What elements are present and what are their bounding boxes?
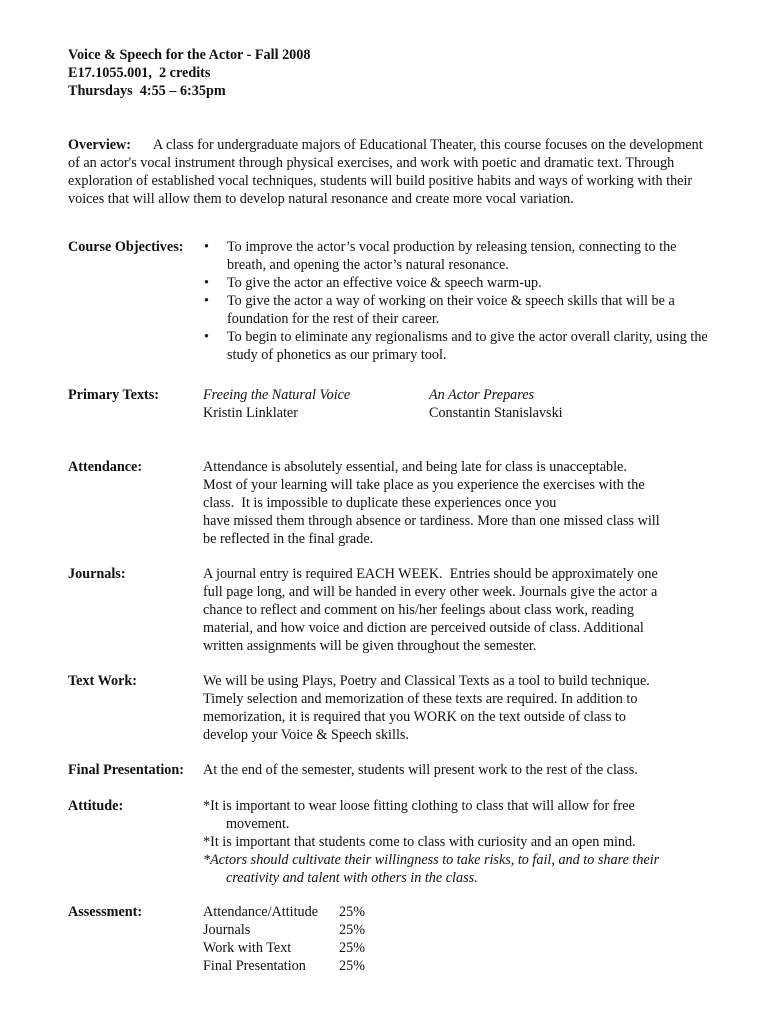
- overview-section: [68, 136, 708, 208]
- primary-texts-list: [203, 386, 708, 422]
- journals-label: Journals:: [68, 566, 126, 582]
- objectives-label: Course Objectives:: [68, 239, 184, 255]
- attitude-list: [203, 797, 693, 887]
- assessment-label: Assessment:: [68, 904, 143, 920]
- bullet-icon: •: [204, 293, 209, 309]
- attitude-section: [68, 797, 708, 887]
- book-title: Freeing the Natural Voice: [203, 387, 351, 403]
- journals-section: [68, 565, 708, 655]
- attendance-label: Attendance:: [68, 459, 143, 475]
- book-author: Constantin Stanislavski: [429, 405, 563, 421]
- objective-item: • To begin to eliminate any regionalisms and to give the actor overall clarity, using the study of phonetics as our primary tool.: [204, 329, 708, 363]
- objective-item: • To improve the actor’s vocal production by releasing tension, connecting to the breath, and opening the actor’s natural resonance.: [204, 239, 677, 273]
- journals-text: A journal entry is required EACH WEEK. Entries should be approximately one full page long, and will be handed in every other week. Journals give the actor a chance to reflect and comment on his/her feelings about class work, reading material, and how voice and diction are perceived outside of class. Additional written assignments will be given throughout the semester.: [203, 566, 658, 654]
- book-title: An Actor Prepares: [429, 387, 535, 403]
- book-entry: [429, 386, 655, 422]
- assessment-table: [203, 903, 365, 975]
- text-work-section: [68, 672, 708, 744]
- table-row: Attendance/Attitude 25%: [203, 904, 366, 920]
- course-title: Voice & Speech for the Actor - Fall 2008: [68, 47, 311, 63]
- text-work-text: We will be using Plays, Poetry and Classical Texts as a tool to build technique. Timely selection and memorization of these texts are required. In addition to memorization, it is required that you WORK on the text outside of class to develop your Voice & Speech skills.: [203, 673, 650, 743]
- attendance-section: [68, 458, 708, 548]
- table-row: Final Presentation 25%: [203, 958, 366, 974]
- assessment-section: [68, 903, 708, 975]
- attendance-text: Attendance is absolutely essential, and being late for class is unacceptable. Most of your learning will take place as you experience the exercises with the class. It is impossible to duplicate these experiences once you have missed them through absence or tardiness. More than one missed class will be reflected in the final grade.: [203, 459, 660, 547]
- bullet-icon: •: [204, 275, 209, 291]
- course-time: Thursdays 4:55 – 6:35pm: [68, 83, 226, 99]
- course-header: [68, 46, 310, 100]
- table-row: Journals 25%: [203, 922, 366, 938]
- bullet-icon: •: [204, 329, 209, 345]
- objectives-section: [68, 238, 708, 364]
- book-author: Kristin Linklater: [203, 405, 298, 421]
- overview-label: Overview:: [68, 137, 132, 153]
- table-row: Work with Text 25%: [203, 940, 366, 956]
- objective-item: • To give the actor an effective voice & speech warm-up.: [204, 275, 542, 291]
- attitude-item: *Actors should cultivate their willingness to take risks, to fail, and to share their creativity and talent with others in the class.: [203, 852, 660, 886]
- objective-item: • To give the actor a way of working on their voice & speech skills that will be a foundation for the rest of their career.: [204, 293, 675, 327]
- text-work-label: Text Work:: [68, 673, 137, 689]
- attitude-label: Attitude:: [68, 798, 124, 814]
- book-entry: [203, 386, 429, 422]
- final-presentation-label: Final Presentation:: [68, 762, 184, 778]
- attitude-item: *It is important to wear loose fitting clothing to class that will allow for free movement.: [203, 798, 635, 832]
- overview-text: A class for undergraduate majors of Educational Theater, this course focuses on the development of an actor's vocal instrument through physical exercises, and work with poetic and dramatic text. Through exploration of established vocal techniques, students will build positive habits and ways of working with their voices that will allow them to develop natural resonance and create more vocal variation.: [68, 137, 703, 207]
- bullet-icon: •: [204, 239, 209, 255]
- course-code: E17.1055.001, 2 credits: [68, 65, 211, 81]
- objectives-list: [204, 238, 708, 364]
- final-presentation-text: At the end of the semester, students will present work to the rest of the class.: [203, 762, 638, 778]
- final-presentation-section: [68, 761, 708, 779]
- attitude-item: *It is important that students come to class with curiosity and an open mind.: [203, 834, 636, 850]
- primary-texts-section: [68, 386, 708, 422]
- primary-texts-label: Primary Texts:: [68, 387, 160, 403]
